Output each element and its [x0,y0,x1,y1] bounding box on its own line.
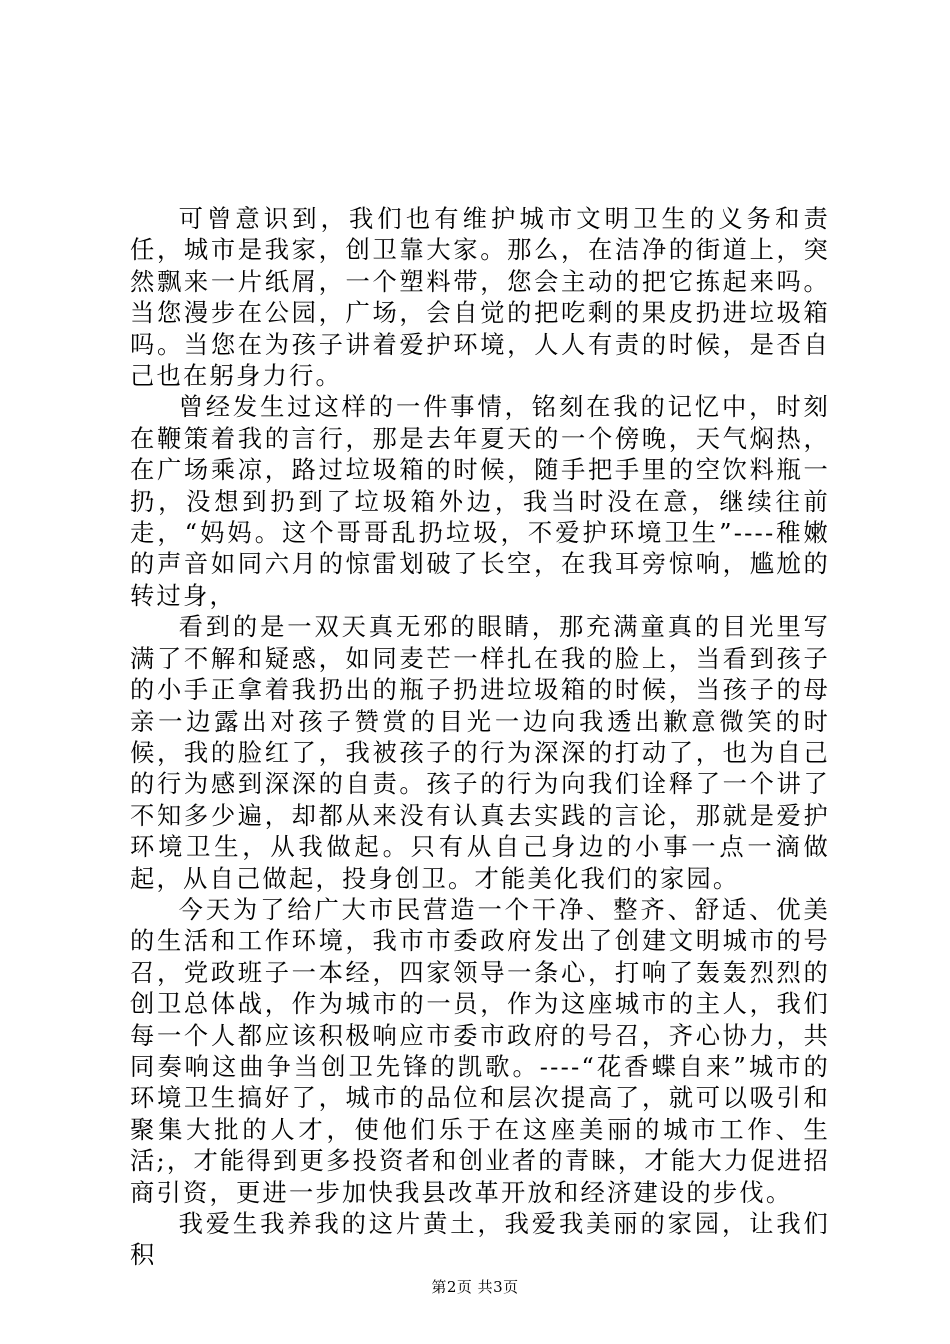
paragraph-3: 看到的是一双天真无邪的眼睛，那充满童真的目光里写满了不解和疑惑，如同麦芒一样扎在我的脸上，当看到孩子的小手正拿着我扔出的瓶子扔进垃圾箱的时候，当孩子的母亲一边露出对孩子赞赏的目光一边向我透出歉意微笑的时候，我的脸红了，我被孩子的行为深深的打动了，也为自己的行为感到深深的自责。孩子的行为向我们诠释了一个讲了不知多少遍，却都从来没有认真去实践的言论，那就是爱护环境卫生，从我做起。只有从自己身边的小事一点一滴做起，从自己做起，投身创卫。才能美化我们的家园。 [130,612,830,893]
paragraph-2: 曾经发生过这样的一件事情，铭刻在我的记忆中，时刻在鞭策着我的言行，那是去年夏天的一个傍晚，天气焖热，在广场乘凉，路过垃圾箱的时候，随手把手里的空饮料瓶一扔，没想到扔到了垃圾箱外边，我当时没在意，继续往前走，“妈妈。这个哥哥乱扔垃圾，不爱护环境卫生”----稚嫩的声音如同六月的惊雷划破了长空，在我耳旁惊响，尴尬的转过身， [130,392,830,610]
paragraph-1: 可曾意识到，我们也有维护城市文明卫生的义务和责任，城市是我家，创卫靠大家。那么，在洁净的街道上，突然飘来一片纸屑，一个塑料带，您会主动的把它拣起来吗。当您漫步在公园，广场，会自觉的把吃剩的果皮扔进垃圾箱吗。当您在为孩子讲着爱护环境，人人有责的时候，是否自己也在躬身力行。 [130,204,830,391]
document-body [130,203,830,1271]
paragraph-5: 我爱生我养我的这片黄土，我爱我美丽的家园，让我们积 [130,1209,830,1270]
paragraph-4: 今天为了给广大市民营造一个干净、整齐、舒适、优美的生活和工作环境，我市市委政府发出了创建文明城市的号召，党政班子一本经，四家领导一条心，打响了轰轰烈烈的创卫总体战，作为城市的一员，作为这座城市的主人，我们每一个人都应该积极响应市委市政府的号召，齐心协力，共同奏响这曲争当创卫先锋的凯歌。----“花香蝶自来”城市的环境卫生搞好了，城市的品位和层次提高了，就可以吸引和聚集大批的人才，使他们乐于在这座美丽的城市工作、生活;，才能得到更多投资者和创业者的青睐，才能大力促进招商引资，更进一步加快我县改革开放和经济建设的步伐。 [130,894,830,1207]
page-number-footer: 第2页 共3页 [431,1278,519,1296]
